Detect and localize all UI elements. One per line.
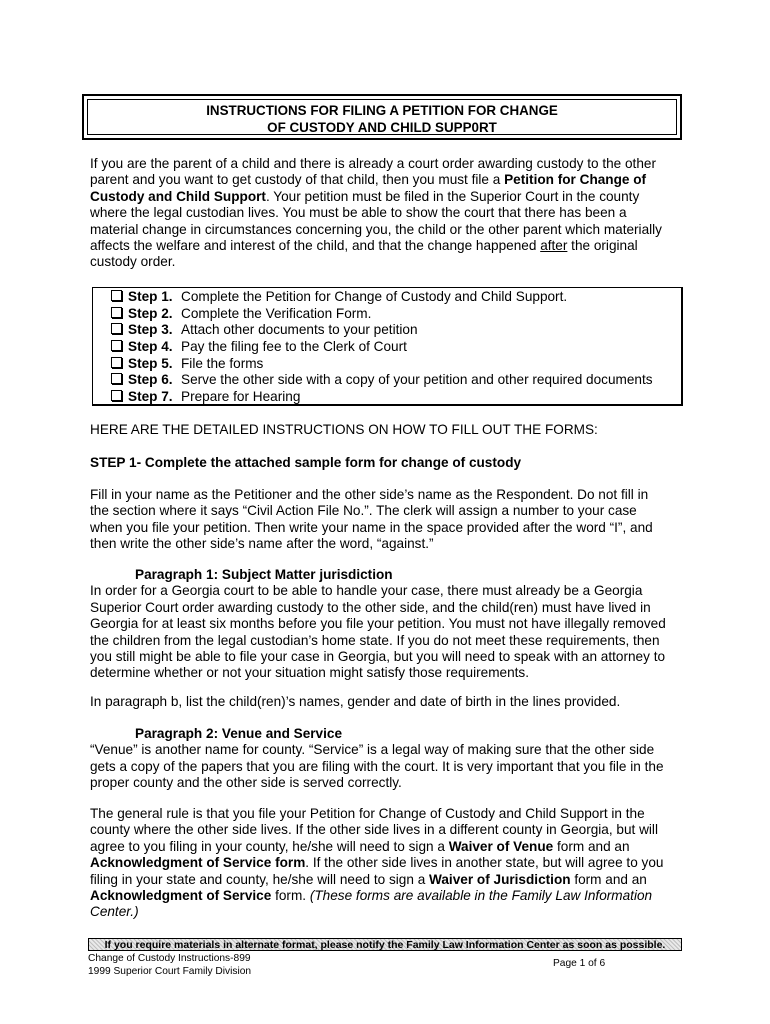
checkbox-icon	[111, 340, 122, 351]
paragraph-2-heading: Paragraph 2: Venue and Service	[135, 726, 343, 741]
step-item: Step 2. Complete the Verification Form.	[111, 306, 371, 322]
step1-heading: STEP 1- Complete the attached sample form for change of custody	[90, 455, 522, 470]
step-item: Step 5. File the forms	[111, 356, 263, 372]
alternate-format-notice: If you require materials in alternate format, please notify the Family Law Information Center as soon as possible.	[88, 938, 682, 951]
paragraph-2-section: Paragraph 2: Venue and Service “Venue” is another name for county. “Service” is a legal way of making sure that the other side gets a copy of the papers that you are filing with the court. It is very important that you file in the proper county and the other side is served correctly.	[90, 726, 690, 792]
step-item: Step 7. Prepare for Hearing	[111, 389, 300, 405]
checkbox-icon	[111, 307, 122, 318]
checkbox-icon	[111, 357, 122, 368]
intro-paragraph: If you are the parent of a child and there is already a court order awarding custody to the other parent and you want to get custody of that child, then you must file a Petition for Change of Custody and Child Support. Your petition must be filed in the Superior Court in the county where the legal custodian lives. You must be able to show the court that there has been a material change in circumstances concerning you, the child or the other parent which materially affects the welfare and interest of the child, and that the change happened after the original custody order.	[90, 156, 662, 270]
title-line-1: INSTRUCTIONS FOR FILING A PETITION FOR CHANGE	[206, 103, 558, 118]
page-number: Page 1 of 6	[553, 958, 606, 969]
checkbox-icon	[111, 323, 122, 334]
general-rule-paragraph: The general rule is that you file your Petition for Change of Custody and Child Support in the county where the other side lives. If the other side lives in a different county in Georgia, but will agree to you filing in your county, he/she will need to sign a Waiver of Venue form and an Acknowledgment of Service form. If the other side lives in another state, but will agree to you filing in your state and county, he/she will need to sign a Waiver of Jurisdiction form and an Acknowledgment of Service form. (These forms are available in the Family Law Information Center.)	[90, 806, 664, 920]
checkbox-icon	[111, 290, 122, 301]
fill-in-paragraph: Fill in your name as the Petitioner and the other side’s name as the Respondent. Do not fill in the section where it says “Civil Action File No.”. The clerk will assign a number to your case when you file your petition. Then write your name in the space provided after the word “I”, and then write the other side’s name after the word, “against.”	[90, 487, 653, 552]
steps-checklist	[92, 287, 683, 406]
step-item: Step 6. Serve the other side with a copy of your petition and other required documents	[111, 372, 653, 388]
title-line-2: OF CUSTODY AND CHILD SUPP0RT	[267, 119, 497, 135]
step-item: Step 4. Pay the filing fee to the Clerk of Court	[111, 339, 407, 355]
step-item: Step 1. Complete the Petition for Change of Custody and Child Support.	[111, 289, 567, 305]
document-title	[87, 99, 677, 135]
title-box	[82, 94, 682, 140]
paragraph-b-text: In paragraph b, list the child(ren)’s names, gender and date of birth in the lines provided.	[90, 694, 621, 709]
checkbox-icon	[111, 373, 122, 384]
paragraph-1-heading: Paragraph 1: Subject Matter jurisdiction	[135, 567, 393, 582]
step-item: Step 3. Attach other documents to your petition	[111, 322, 418, 338]
footer-document-info: Change of Custody Instructions-899 1999 Superior Court Family Division	[88, 953, 252, 977]
checkbox-icon	[111, 390, 122, 401]
paragraph-1-section: Paragraph 1: Subject Matter jurisdiction In order for a Georgia court to be able to handle your case, there must already be a Georgia Superior Court order awarding custody to the other side, and the child(ren) must have lived in Georgia for at least six months before you file your petition. You must not have illegally removed the children from the legal custodian’s home state. If you do not meet these requirements, then you still might be able to file your case in Georgia, but you will need to speak with an attorney to determine whether or not your situation might satisfy those requirements.	[90, 567, 690, 682]
detailed-instructions-heading: HERE ARE THE DETAILED INSTRUCTIONS ON HOW TO FILL OUT THE FORMS:	[90, 422, 598, 437]
